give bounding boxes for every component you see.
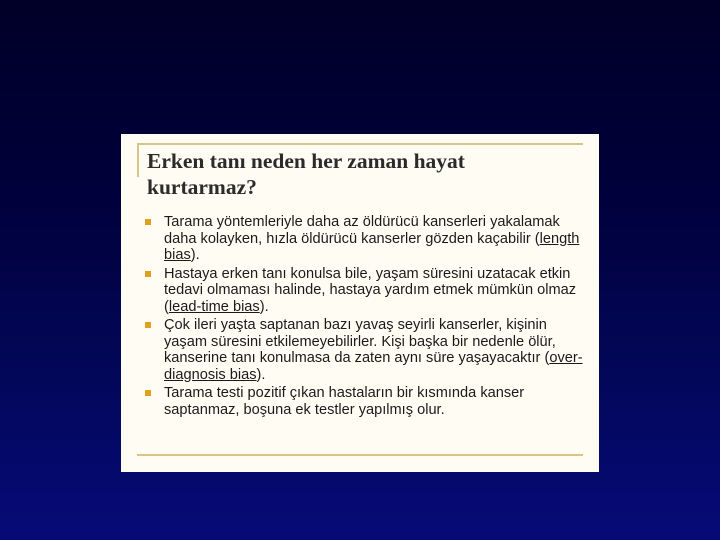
bullet-item: [143, 385, 583, 418]
slide-card: [121, 134, 599, 472]
bias-term: lead-time bias: [168, 298, 260, 315]
bullet-text: Hastaya erken tanı konulsa bile, yaşam süresini uzatacak etkin tedavi olmaması halinde, hastaya yardım etmek mümkün olmaz (: [164, 265, 577, 315]
bullet-item: [143, 266, 583, 316]
square-bullet-icon: [145, 322, 151, 328]
bullet-suffix: ).: [256, 366, 266, 383]
bullet-text: Tarama testi pozitif çıkan hastaların bir kısmında kanser saptanmaz, boşuna ek testler yapılmış olur.: [164, 385, 525, 418]
bias-term: over-diagnosis bias: [164, 350, 583, 383]
bullet-text: Tarama yöntemleriyle daha az öldürücü kanserleri yakalamak daha kolayken, hızla öldürücü kanserler gözden kaçabilir (: [164, 214, 560, 247]
bullet-suffix: ).: [259, 298, 269, 315]
bullet-list: [143, 214, 583, 420]
bullet-item: [143, 317, 583, 383]
bullet-suffix: ).: [190, 247, 200, 263]
bottom-rule: [137, 454, 583, 456]
square-bullet-icon: [145, 271, 151, 277]
bullet-item: [143, 214, 583, 264]
bias-term: length bias: [164, 230, 580, 263]
square-bullet-icon: [145, 390, 151, 396]
left-rule: [137, 143, 139, 177]
top-rule: [137, 143, 583, 145]
bullet-text: Çok ileri yaşta saptanan bazı yavaş seyirli kanserler, kişinin yaşam süresini etkilemeyebilirler. Kişi başka bir nedenle ölür, kanserine tanı konulmasa da zaten aynı süre yaşayacaktır (: [164, 317, 556, 366]
slide-title: Erken tanı neden her zaman hayat kurtarmaz?: [147, 149, 465, 199]
square-bullet-icon: [145, 219, 151, 225]
